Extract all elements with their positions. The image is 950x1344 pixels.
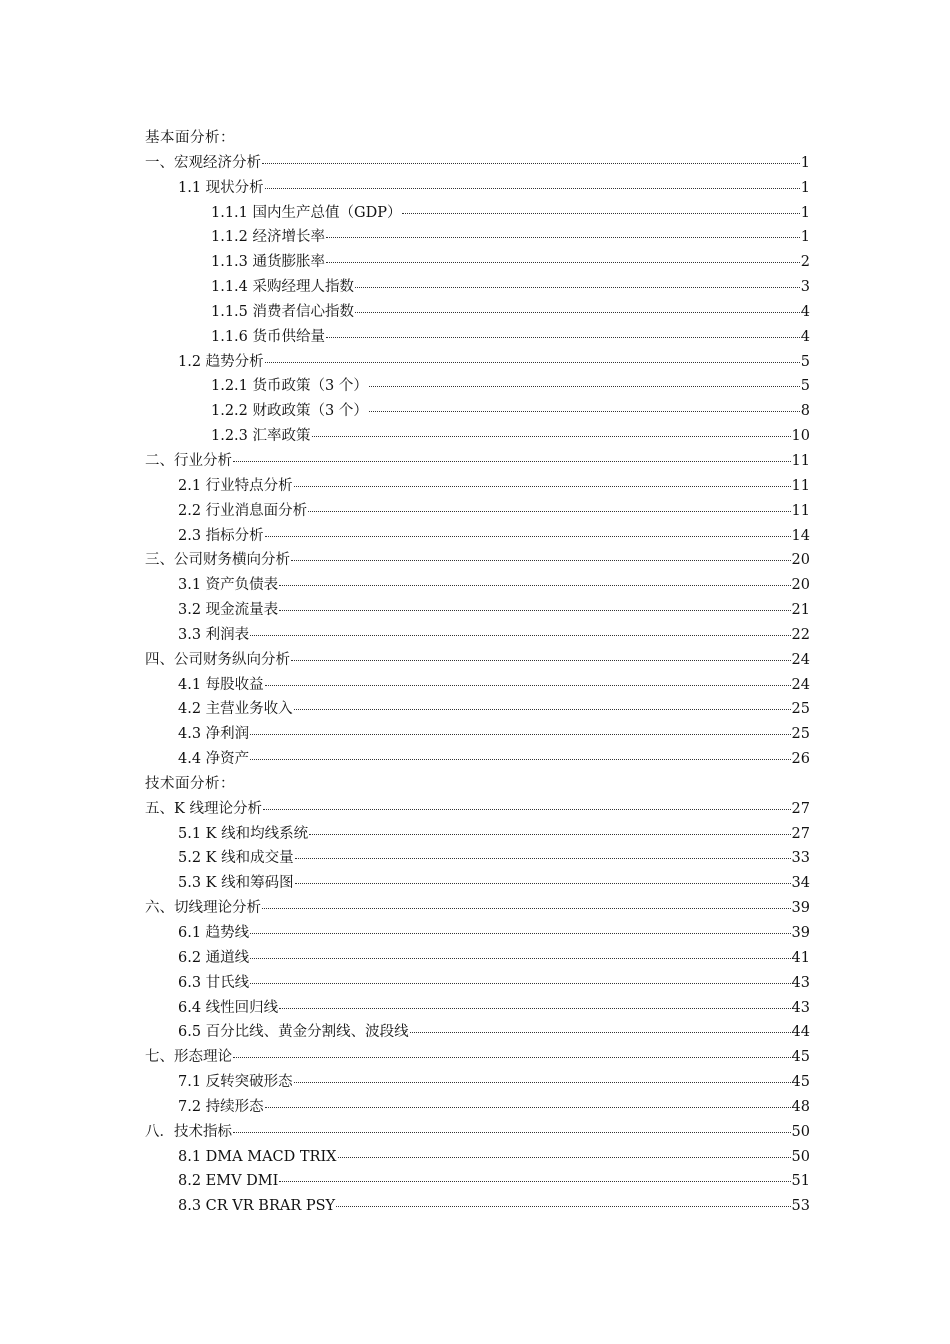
toc-entry[interactable] [145, 722, 810, 747]
toc-page-number: 51 [791, 1173, 810, 1190]
toc-entry[interactable] [145, 623, 810, 648]
dot-leader [291, 659, 791, 661]
toc-entry[interactable] [145, 499, 810, 524]
toc-page-number: 1 [800, 154, 810, 171]
toc-entry-label: 1.1.6 货币供给量 [211, 328, 326, 345]
toc-entry-label: 二、行业分析 [145, 452, 232, 469]
toc-entry-label: 1.2.1 货币政策（3 个） [211, 378, 368, 395]
toc-entry-label: 2.3 指标分析 [178, 527, 264, 544]
toc-page-number: 26 [791, 751, 810, 768]
toc-entry[interactable] [145, 151, 810, 176]
toc-page-number: 24 [791, 676, 810, 693]
toc-entry-label: 6.2 通道线 [178, 949, 250, 966]
toc-entry[interactable] [145, 1145, 810, 1170]
toc-entry-label: 七、形态理论 [145, 1049, 232, 1066]
dot-leader [402, 212, 799, 214]
toc-entry-label: 1.1.1 国内生产总值（GDP） [211, 204, 402, 221]
toc-page-number: 50 [791, 1123, 810, 1140]
toc-entry-label: 四、公司财务纵向分析 [145, 651, 290, 668]
dot-leader [250, 758, 790, 760]
toc-page-number: 11 [791, 477, 810, 494]
toc-entry[interactable] [145, 697, 810, 722]
dot-leader [279, 584, 790, 586]
toc-entry-label: 八．技术指标 [145, 1123, 232, 1140]
toc-page-number: 34 [791, 875, 810, 892]
toc-entry-label: 一、宏观经济分析 [145, 154, 261, 171]
dot-leader [279, 1007, 790, 1009]
dot-leader [233, 460, 791, 462]
toc-page-number: 11 [791, 502, 810, 519]
toc-page-number: 48 [791, 1098, 810, 1115]
toc-entry-label: 8.2 EMV DMI [178, 1173, 279, 1190]
table-of-contents [145, 126, 810, 1219]
toc-entry-label: 6.5 百分比线、黄金分割线、波段线 [178, 1024, 409, 1041]
toc-page-number: 45 [791, 1074, 810, 1091]
toc-entry-label: 1.1 现状分析 [178, 179, 264, 196]
toc-entry[interactable] [145, 225, 810, 250]
toc-page-number: 25 [791, 726, 810, 743]
toc-page-number: 2 [800, 254, 810, 271]
toc-page-number: 50 [791, 1148, 810, 1165]
dot-leader [291, 559, 791, 561]
toc-entry-label: 5.3 K 线和筹码图 [178, 875, 294, 892]
dot-leader [326, 236, 800, 238]
dot-leader [265, 535, 791, 537]
toc-page-number: 43 [791, 999, 810, 1016]
toc-entry[interactable] [145, 399, 810, 424]
toc-entry-label: 8.3 CR VR BRAR PSY [178, 1198, 336, 1215]
toc-entry[interactable] [145, 1070, 810, 1095]
toc-page-number: 10 [791, 428, 810, 445]
dot-leader [338, 1156, 791, 1158]
dot-leader [294, 708, 791, 710]
toc-entry[interactable] [145, 474, 810, 499]
toc-page-number: 20 [791, 552, 810, 569]
toc-page-number: 14 [791, 527, 810, 544]
toc-entry[interactable] [145, 996, 810, 1021]
toc-entry-label: 1.1.5 消费者信心指数 [211, 303, 355, 320]
dot-leader [262, 162, 800, 164]
toc-entry[interactable] [145, 573, 810, 598]
toc-entry[interactable] [145, 747, 810, 772]
toc-entry[interactable] [145, 921, 810, 946]
dot-leader [312, 435, 791, 437]
toc-entry-label: 五、K 线理论分析 [145, 800, 262, 817]
dot-leader [308, 510, 790, 512]
toc-entry-label: 3.1 资产负债表 [178, 577, 279, 594]
toc-page-number: 25 [791, 701, 810, 718]
toc-page-number: 8 [800, 403, 810, 420]
dot-leader [355, 311, 800, 313]
dot-leader [265, 684, 791, 686]
toc-entry-label: 1.2.3 汇率政策 [211, 428, 311, 445]
toc-entry-label: 8.1 DMA MACD TRIX [178, 1148, 337, 1165]
dot-leader [265, 361, 800, 363]
dot-leader [263, 808, 791, 810]
toc-section-heading [145, 126, 810, 151]
toc-entry[interactable] [145, 673, 810, 698]
toc-entry-label: 6.3 甘氏线 [178, 974, 250, 991]
dot-leader [294, 1081, 791, 1083]
toc-entry[interactable] [145, 896, 810, 921]
toc-entry[interactable] [145, 846, 810, 871]
toc-entry-label: 5.2 K 线和成交量 [178, 850, 294, 867]
toc-entry[interactable] [145, 648, 810, 673]
toc-page-number: 41 [791, 949, 810, 966]
toc-entry-label: 2.2 行业消息面分析 [178, 502, 308, 519]
dot-leader [369, 410, 800, 412]
toc-page-number: 1 [800, 179, 810, 196]
toc-entry[interactable] [145, 300, 810, 325]
toc-page-number: 44 [791, 1024, 810, 1041]
toc-entry[interactable] [145, 1169, 810, 1194]
toc-entry[interactable] [145, 449, 810, 474]
toc-entry[interactable] [145, 1194, 810, 1219]
toc-page-number: 39 [791, 925, 810, 941]
toc-page-number: 1 [800, 229, 810, 246]
dot-leader [265, 1106, 791, 1108]
toc-entry[interactable] [145, 424, 810, 449]
toc-entry-label: 4.3 净利润 [178, 726, 250, 743]
dot-leader [295, 857, 791, 859]
toc-entry[interactable] [145, 325, 810, 350]
toc-entry[interactable] [145, 250, 810, 275]
toc-page-number: 5 [800, 353, 810, 370]
toc-page-number: 4 [800, 328, 810, 345]
toc-page-number: 11 [791, 452, 810, 469]
toc-entry-label: 1.1.4 采购经理人指数 [211, 279, 355, 296]
dot-leader [265, 187, 800, 189]
toc-entry-label: 7.1 反转突破形态 [178, 1074, 293, 1091]
toc-page-number: 27 [791, 800, 810, 817]
toc-entry[interactable] [145, 548, 810, 573]
toc-entry-label: 6.1 趋势线 [178, 925, 250, 941]
toc-entry-label: 5.1 K 线和均线系统 [178, 825, 309, 842]
toc-page-number: 4 [800, 303, 810, 320]
toc-entry-label: 基本面分析： [145, 130, 235, 146]
toc-section-heading [145, 772, 810, 797]
toc-entry[interactable] [145, 1120, 810, 1145]
dot-leader [262, 907, 791, 909]
toc-entry[interactable] [145, 1020, 810, 1045]
toc-entry[interactable] [145, 797, 810, 822]
toc-page-number: 1 [800, 204, 810, 221]
toc-entry[interactable] [145, 176, 810, 201]
toc-page-number: 21 [791, 602, 810, 619]
toc-entry-label: 1.1.3 通货膨胀率 [211, 254, 326, 271]
toc-page-number: 3 [800, 279, 810, 296]
toc-entry[interactable] [145, 822, 810, 847]
dot-leader [250, 733, 790, 735]
dot-leader [250, 932, 790, 934]
toc-entry-label: 4.1 每股收益 [178, 676, 264, 693]
toc-page-number: 27 [791, 825, 810, 842]
toc-entry-label: 4.4 净资产 [178, 751, 250, 768]
dot-leader [250, 634, 790, 636]
dot-leader [233, 1131, 791, 1133]
dot-leader [355, 286, 800, 288]
dot-leader [294, 485, 791, 487]
dot-leader [326, 336, 800, 338]
toc-entry-label: 1.2 趋势分析 [178, 353, 264, 370]
toc-entry-label: 1.2.2 财政政策（3 个） [211, 403, 368, 420]
dot-leader [326, 261, 800, 263]
toc-entry[interactable] [145, 350, 810, 375]
toc-page-number: 45 [791, 1049, 810, 1066]
dot-leader [410, 1031, 791, 1033]
toc-page-number: 53 [791, 1198, 810, 1215]
dot-leader [336, 1205, 790, 1207]
toc-page-number: 22 [791, 626, 810, 643]
toc-entry-label: 6.4 线性回归线 [178, 999, 279, 1016]
dot-leader [295, 882, 791, 884]
toc-entry[interactable] [145, 1045, 810, 1070]
toc-entry[interactable] [145, 524, 810, 549]
toc-entry[interactable] [145, 1095, 810, 1120]
toc-page-number: 39 [791, 900, 810, 917]
dot-leader [233, 1056, 791, 1058]
toc-entry-label: 技术面分析： [145, 775, 235, 792]
toc-entry-label: 3.2 现金流量表 [178, 602, 279, 619]
toc-entry[interactable] [145, 598, 810, 623]
toc-page-number: 43 [791, 974, 810, 991]
toc-entry-label: 4.2 主营业务收入 [178, 701, 293, 718]
toc-entry[interactable] [145, 374, 810, 399]
toc-page-number: 33 [791, 850, 810, 867]
toc-entry-label: 2.1 行业特点分析 [178, 477, 293, 494]
toc-page-number: 24 [791, 651, 810, 668]
toc-entry[interactable] [145, 871, 810, 896]
toc-entry[interactable] [145, 971, 810, 996]
dot-leader [279, 1180, 790, 1182]
toc-entry-label: 3.3 利润表 [178, 626, 250, 643]
dot-leader [279, 609, 790, 611]
dot-leader [309, 833, 790, 835]
dot-leader [250, 957, 790, 959]
toc-entry-label: 1.1.2 经济增长率 [211, 229, 326, 246]
toc-entry-label: 7.2 持续形态 [178, 1098, 264, 1115]
toc-entry-label: 三、公司财务横向分析 [145, 552, 290, 569]
toc-page-number: 20 [791, 577, 810, 594]
toc-entry[interactable] [145, 275, 810, 300]
toc-entry[interactable] [145, 201, 810, 226]
toc-entry-label: 六、切线理论分析 [145, 900, 261, 917]
toc-entry[interactable] [145, 946, 810, 971]
dot-leader [250, 982, 790, 984]
dot-leader [369, 385, 800, 387]
toc-page-number: 5 [800, 378, 810, 395]
